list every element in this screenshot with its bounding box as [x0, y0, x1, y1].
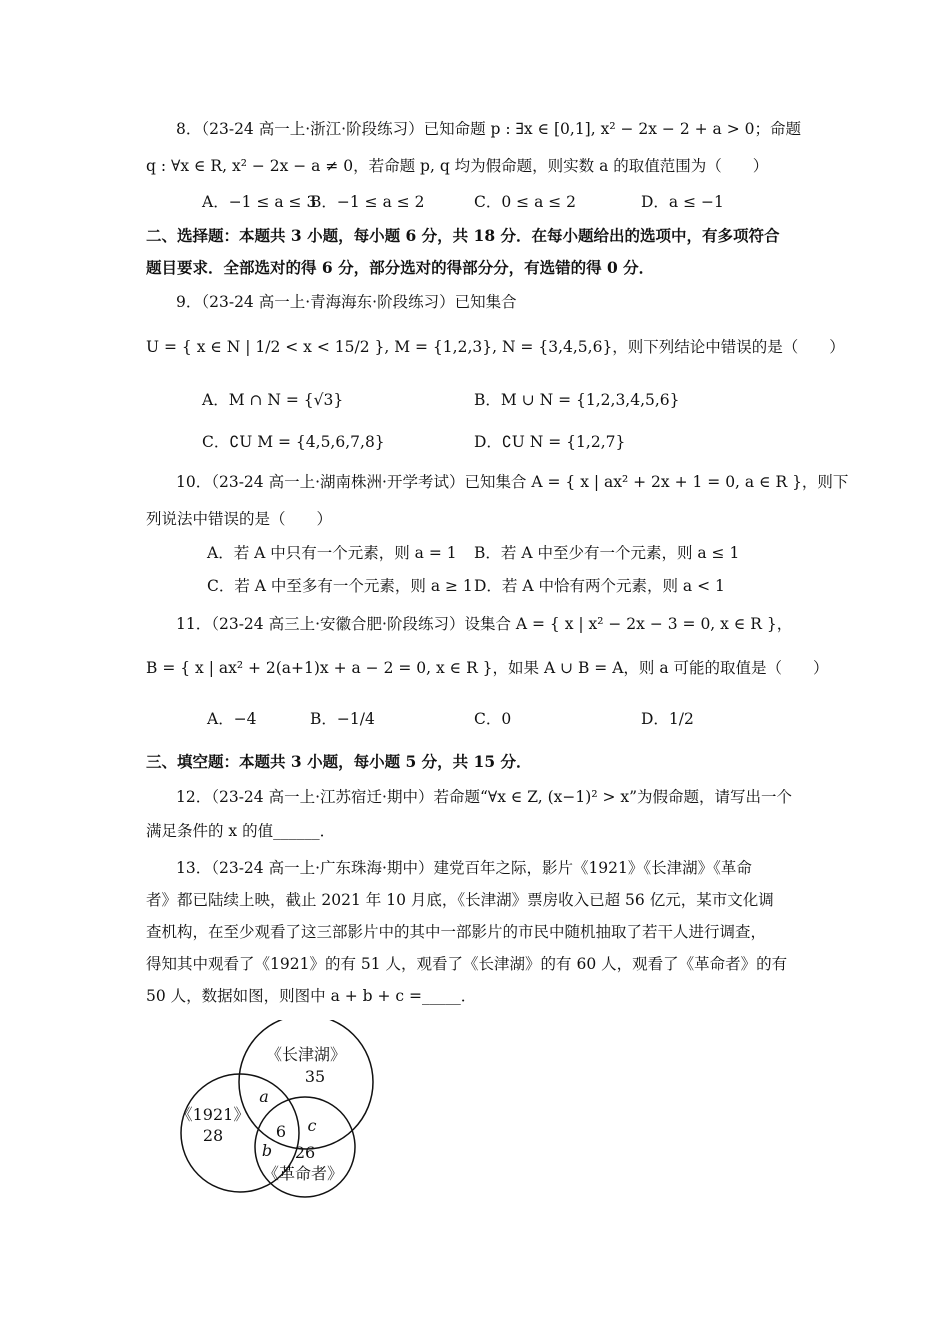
q9-option-d: D．∁U N = {1,2,7} — [474, 433, 626, 451]
section2-heading-line2: 题目要求．全部选对的得 6 分，部分选对的得部分分，有选错的得 0 分． — [146, 258, 655, 277]
section2-heading-line1: 二、选择题：本题共 3 小题，每小题 6 分，共 18 分．在每小题给出的选项中，有多项符合 — [146, 226, 780, 245]
q13-line2: 者》都已陆续上映，截止 2021 年 10 月底，《长津湖》票房收入已超 56 亿元，某市文化调 — [146, 891, 774, 909]
region-b: b — [261, 1141, 273, 1160]
q11-line1: 11．（23-24 高三上·安徽合肥·阶段练习）设集合 A = { x | x² − 2x − 3 = 0, x ∈ R }， — [176, 615, 793, 633]
region-center: 6 — [275, 1122, 287, 1141]
q10-line1: 10．（23-24 高一上·湖南株洲·开学考试）已知集合 A = { x | ax² + 2x + 1 = 0, a ∈ R }，则下 — [176, 473, 849, 491]
q13-line1: 13．（23-24 高一上·广东珠海·期中）建党百年之际，影片《1921》《长津湖》《革命 — [176, 859, 752, 877]
venn-diagram — [170, 1020, 410, 1200]
q8-option-b: B．−1 ≤ a ≤ 2 — [310, 193, 425, 211]
q11-line2: B = { x | ax² + 2(a+1)x + a − 2 = 0, x ∈ R }，如果 A ∪ B = A，则 a 可能的取值是（ ） — [146, 659, 829, 677]
value-gemingzhe: 26 — [294, 1143, 316, 1162]
q12-line2: 满足条件的 x 的值______． — [146, 822, 336, 840]
q10-option-c: C．若 A 中至多有一个元素，则 a ≥ 1 — [207, 577, 473, 595]
q9-option-c: C．∁U M = {4,5,6,7,8} — [202, 433, 385, 451]
q8-option-c: C．0 ≤ a ≤ 2 — [474, 193, 577, 211]
region-c: c — [307, 1116, 317, 1135]
label-changjinhu: 《长津湖》 — [265, 1045, 347, 1064]
q10-option-d: D．若 A 中恰有两个元素，则 a < 1 — [474, 577, 725, 595]
q11-option-a: A．−4 — [207, 710, 257, 728]
q8-line2: q : ∀x ∈ R, x² − 2x − a ≠ 0，若命题 p, q 均为假命题，则实数 a 的取值范围为（ ） — [146, 157, 769, 175]
label-1921: 《1921》 — [176, 1105, 250, 1124]
q8-option-d: D．a ≤ −1 — [641, 193, 724, 211]
q13-line3: 查机构，在至少观看了这三部影片中的其中一部影片的市民中随机抽取了若干人进行调查， — [146, 923, 767, 941]
q8-option-a: A．−1 ≤ a ≤ 3 — [202, 193, 317, 211]
q10-option-a: A．若 A 中只有一个元素，则 a = 1 — [207, 544, 457, 562]
q13-line5: 50 人，数据如图，则图中 a + b + c =_____． — [146, 987, 477, 1005]
value-1921: 28 — [202, 1126, 224, 1145]
q13-line4: 得知其中观看了《1921》的有 51 人，观看了《长津湖》的有 60 人，观看了《革命者》的有 — [146, 955, 788, 973]
region-a: a — [259, 1087, 269, 1106]
q8-line1: 8．（23-24 高一上·浙江·阶段练习）已知命题 p : ∃x ∈ [0,1], x² − 2x − 2 + a > 0；命题 — [176, 120, 801, 138]
q11-option-c: C．0 — [474, 710, 512, 728]
section3-heading: 三、填空题：本题共 3 小题，每小题 5 分，共 15 分． — [146, 752, 532, 771]
q10-option-b: B．若 A 中至少有一个元素，则 a ≤ 1 — [474, 544, 740, 562]
q10-line2: 列说法中错误的是（ ） — [146, 510, 333, 528]
q9-line1: 9．（23-24 高一上·青海海东·阶段练习）已知集合 — [176, 293, 517, 311]
q9-line2: U = { x ∈ N | 1/2 < x < 15/2 }, M = {1,2,3}, N = {3,4,5,6}，则下列结论中错误的是（ ） — [146, 338, 845, 356]
value-changjinhu: 35 — [304, 1067, 326, 1086]
q11-option-b: B．−1/4 — [310, 710, 375, 728]
q11-option-d: D．1/2 — [641, 710, 694, 728]
q12-line1: 12．（23-24 高一上·江苏宿迁·期中）若命题“∀x ∈ Z, (x−1)² > x”为假命题，请写出一个 — [176, 788, 793, 806]
q9-option-a: A．M ∩ N = {√3} — [202, 391, 344, 409]
q9-option-b: B．M ∪ N = {1,2,3,4,5,6} — [474, 391, 680, 409]
label-gemingzhe: 《革命者》 — [262, 1164, 344, 1183]
